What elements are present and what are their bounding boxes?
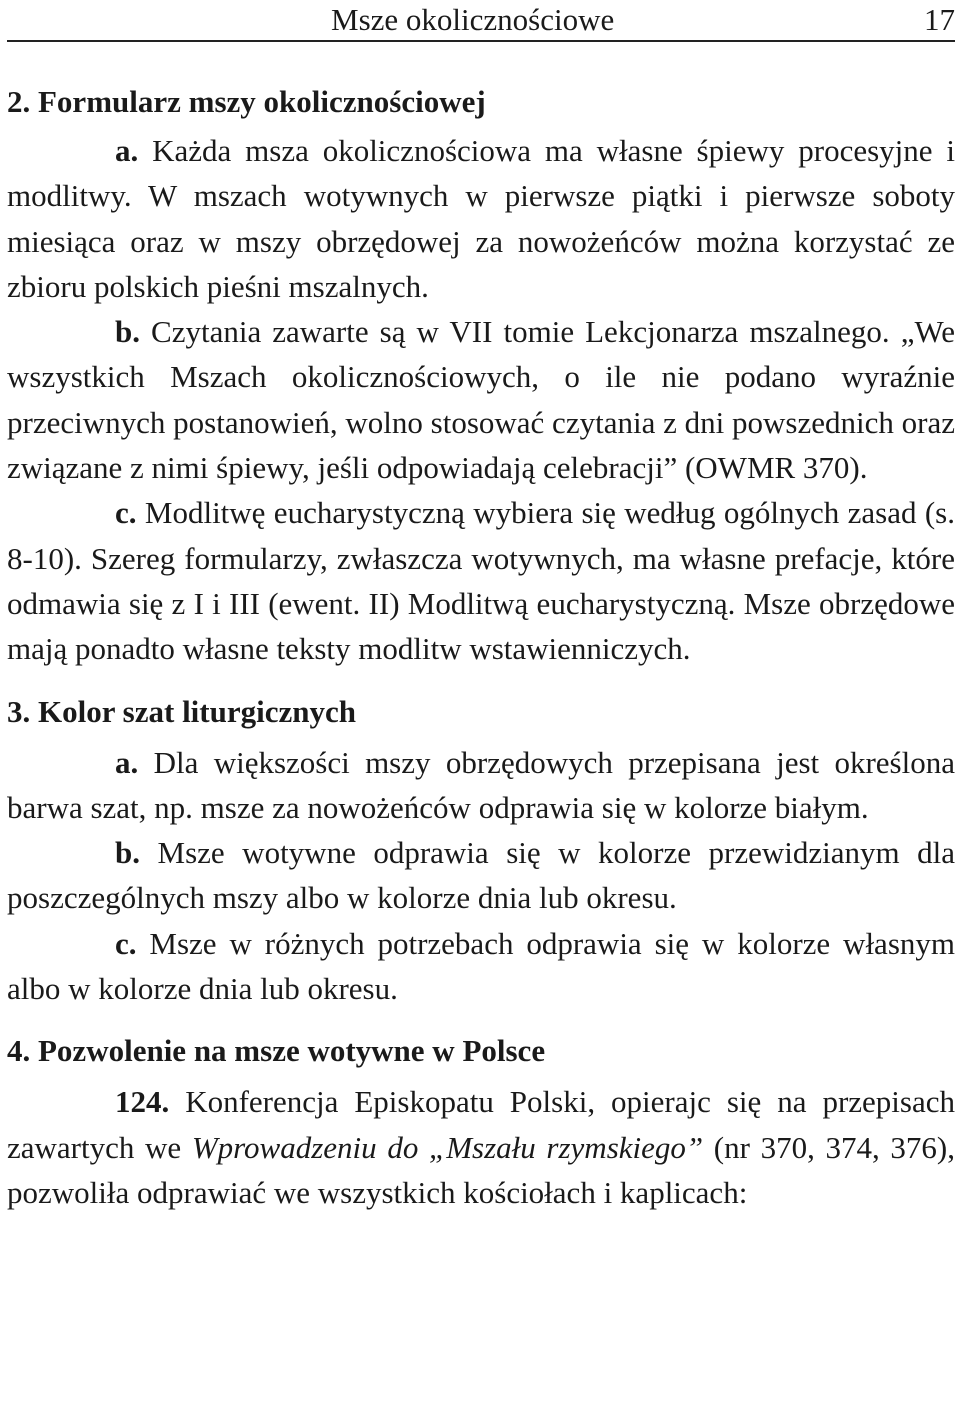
item-marker: a. — [115, 744, 139, 780]
paragraph-3a — [7, 740, 955, 831]
paragraph-2c — [7, 490, 955, 671]
paragraph-number: 124. — [115, 1084, 170, 1120]
book-page — [7, 0, 955, 1210]
page-header — [7, 0, 955, 40]
item-marker: a. — [115, 133, 139, 168]
section-heading-3: 3. Kolor szat liturgicznych — [7, 693, 356, 729]
item-marker: c. — [115, 495, 137, 531]
paragraph-text: Msze w różnych potrzebach odprawia się w kolorze własnym albo w kolorze dnia lub okresu. — [7, 925, 955, 1007]
paragraph-text: (nr 370, 374, 376), pozwoliła odprawiać we wszystkich kościołach i kaplicach: — [7, 1129, 955, 1210]
page-number: 17 — [924, 2, 955, 37]
paragraph-text: Czytania zawarte są w VII tomie Lekcjonarza mszalnego. „We wszystkich Mszach okolicznościowych, o ile nie podano wyraźnie przeciwnych postanowień, wolno stosować czytania z dni powszednich oraz związane z nimi śpiewy, jeśli odpowiadają celebracji” (OWMR 370). — [7, 314, 955, 486]
item-marker: b. — [115, 314, 140, 350]
header-rule — [7, 40, 955, 42]
paragraph-124 — [7, 1079, 955, 1215]
page-body — [7, 80, 955, 1215]
paragraph-text: Każda msza okolicznościowa ma własne śpiewy procesyjne i modlitwy. W mszach wotywnych w pierwsze piątki i pierwsze soboty miesiąca oraz w mszy obrzędowej za nowożeńców można korzystać ze zbioru polskich pieśni mszalnych. — [7, 133, 955, 304]
paragraph-text: Msze wotywne odprawia się w kolorze przewidzianym dla poszczególnych mszy albo w kolorze dnia lub okresu. — [7, 835, 955, 916]
paragraph-text: Dla większości mszy obrzędowych przepisana jest określona barwa szat, np. msze za nowożeńców odprawia się w kolorze białym. — [7, 744, 955, 825]
running-head: Msze okolicznościowe — [331, 2, 615, 37]
paragraph-3c — [7, 921, 955, 1012]
paragraph-2b — [7, 309, 955, 490]
paragraph-text: Modlitwę eucharystyczną wybiera się według ogólnych zasad (s. 8-10). Szereg formularzy, zwłaszcza wotywnych, ma własne prefacje, które odmawia się z I i III (ewent. II) Modlitwą eucharystyczną. Msze obrzędowe mają ponadto własne teksty modlitw wstawienniczych. — [7, 495, 955, 667]
paragraph-3b — [7, 830, 955, 921]
paragraph-2a — [7, 128, 955, 309]
section-heading-2: 2. Formularz mszy okolicznościowej — [7, 84, 486, 119]
item-marker: c. — [115, 925, 137, 961]
item-marker: b. — [115, 835, 140, 871]
section-heading-4: 4. Pozwolenie na msze wotywne w Polsce — [7, 1033, 546, 1069]
italic-title: Wprowadzeniu do „Mszału rzymskiego” — [191, 1129, 704, 1165]
paragraph-text: Konferencja Episkopatu Polski, opierajc się na przepisach zawartych we — [7, 1084, 955, 1165]
